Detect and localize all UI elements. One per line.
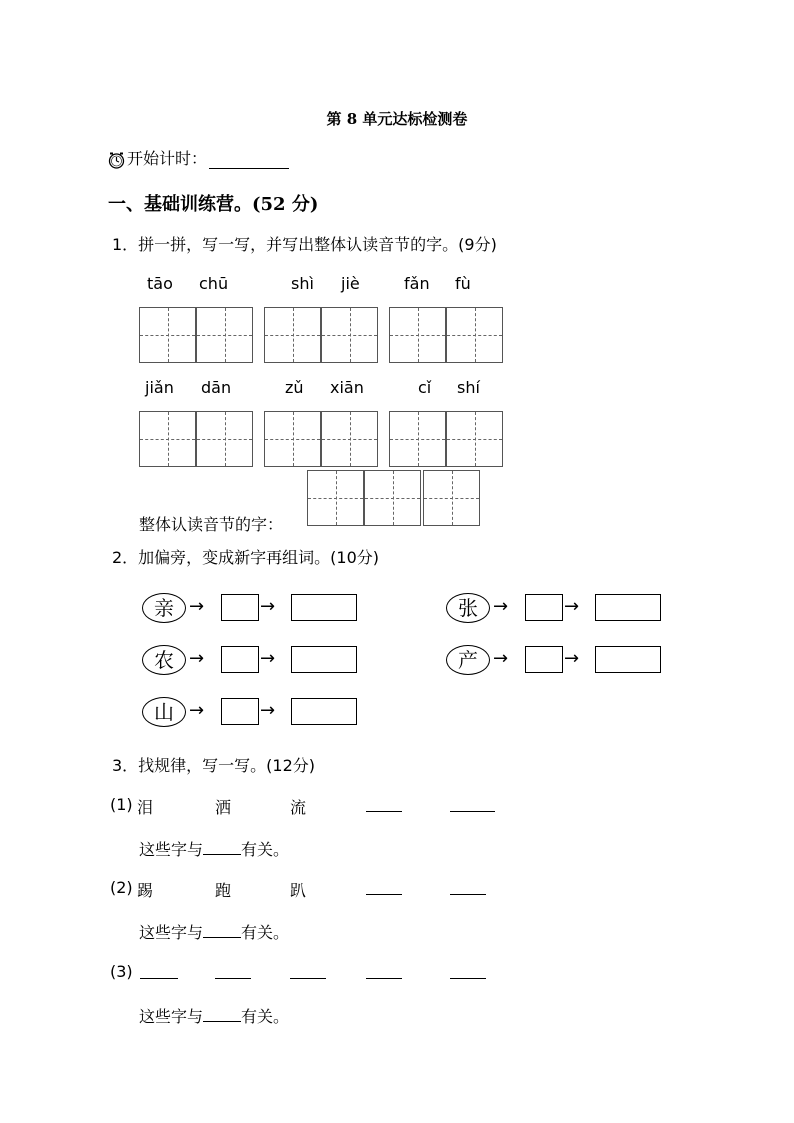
timer-blank[interactable] — [209, 150, 289, 169]
arrow-icon: → — [493, 596, 509, 617]
writing-grid[interactable] — [423, 470, 480, 526]
writing-grid[interactable] — [139, 307, 196, 363]
writing-grid[interactable] — [139, 411, 196, 467]
q1-prompt: 1．拼一拼，写一写，并写出整体认读音节的字。(9分) — [112, 235, 497, 254]
new-char-box[interactable] — [525, 646, 563, 673]
rule-note — [139, 920, 289, 943]
pinyin: jiè — [341, 274, 360, 293]
answer-blank[interactable] — [450, 797, 495, 812]
note-suffix: 有关。 — [241, 1007, 290, 1026]
writing-grid[interactable] — [446, 411, 503, 467]
pinyin: jiǎn — [145, 378, 174, 397]
new-char-box[interactable] — [525, 594, 563, 621]
note-suffix: 有关。 — [241, 840, 290, 859]
word-box[interactable] — [595, 646, 661, 673]
answer-blank[interactable] — [290, 964, 326, 979]
base-char-circle: 农 — [142, 645, 186, 675]
word-box[interactable] — [291, 594, 357, 621]
note-prefix: 这些字与 — [139, 1007, 204, 1026]
pinyin: shí — [457, 378, 480, 397]
whole-syllable-label: 整体认读音节的字： — [139, 515, 284, 534]
base-char-circle: 山 — [142, 697, 186, 727]
answer-blank[interactable] — [366, 797, 402, 812]
group-number: (3) — [110, 962, 133, 981]
pinyin: cǐ — [418, 378, 432, 397]
word-box[interactable] — [291, 646, 357, 673]
pinyin: zǔ — [285, 378, 304, 397]
note-prefix: 这些字与 — [139, 840, 204, 859]
answer-blank[interactable] — [450, 964, 486, 979]
writing-grid[interactable] — [264, 307, 321, 363]
arrow-icon: → — [493, 648, 509, 669]
new-char-box[interactable] — [221, 594, 259, 621]
example-char: 流 — [290, 798, 307, 817]
note-prefix: 这些字与 — [139, 923, 204, 942]
pinyin: xiān — [330, 378, 364, 397]
writing-grid[interactable] — [321, 307, 378, 363]
example-char: 泪 — [137, 798, 154, 817]
answer-blank[interactable] — [366, 880, 402, 895]
group-number: (2) — [110, 878, 133, 897]
word-box[interactable] — [291, 698, 357, 725]
start-timer — [108, 146, 289, 169]
writing-grid[interactable] — [364, 470, 421, 526]
q2-prompt: 2．加偏旁，变成新字再组词。(10分) — [112, 548, 380, 567]
writing-grid[interactable] — [196, 307, 253, 363]
arrow-icon: → — [260, 648, 276, 669]
writing-grid[interactable] — [321, 411, 378, 467]
pinyin: fù — [455, 274, 471, 293]
arrow-icon: → — [189, 700, 205, 721]
example-char: 洒 — [215, 798, 232, 817]
example-char: 趴 — [290, 881, 307, 900]
pinyin: tāo — [147, 274, 173, 293]
rule-note — [139, 1004, 289, 1027]
rule-note — [139, 837, 289, 860]
arrow-icon: → — [260, 700, 276, 721]
q3-prompt: 3．找规律，写一写。(12分) — [112, 756, 316, 775]
pinyin: chū — [199, 274, 229, 293]
word-box[interactable] — [595, 594, 661, 621]
answer-blank[interactable] — [203, 840, 241, 855]
base-char-circle: 亲 — [142, 593, 186, 623]
answer-blank[interactable] — [366, 964, 402, 979]
answer-blank[interactable] — [203, 1007, 241, 1022]
writing-grid[interactable] — [389, 307, 446, 363]
example-char: 跑 — [215, 881, 232, 900]
new-char-box[interactable] — [221, 646, 259, 673]
page-title: 第 8 单元达标检测卷 — [326, 110, 468, 128]
group-number: (1) — [110, 795, 133, 814]
new-char-box[interactable] — [221, 698, 259, 725]
note-suffix: 有关。 — [241, 923, 290, 942]
answer-blank[interactable] — [450, 880, 486, 895]
pinyin: fǎn — [404, 274, 430, 293]
arrow-icon: → — [260, 596, 276, 617]
example-char: 踢 — [137, 881, 154, 900]
timer-label: 开始计时： — [127, 149, 208, 168]
base-char-circle: 产 — [446, 645, 490, 675]
writing-grid[interactable] — [264, 411, 321, 467]
answer-blank[interactable] — [215, 964, 251, 979]
answer-blank[interactable] — [140, 964, 178, 979]
clock-icon — [108, 152, 125, 169]
writing-grid[interactable] — [446, 307, 503, 363]
section-heading: 一、基础训练营。(52 分) — [108, 194, 319, 215]
arrow-icon: → — [189, 648, 205, 669]
writing-grid[interactable] — [196, 411, 253, 467]
base-char-circle: 张 — [446, 593, 490, 623]
pinyin: dān — [201, 378, 232, 397]
pinyin: shì — [291, 274, 314, 293]
arrow-icon: → — [564, 648, 580, 669]
answer-blank[interactable] — [203, 923, 241, 938]
writing-grid[interactable] — [389, 411, 446, 467]
arrow-icon: → — [564, 596, 580, 617]
arrow-icon: → — [189, 596, 205, 617]
writing-grid[interactable] — [307, 470, 364, 526]
